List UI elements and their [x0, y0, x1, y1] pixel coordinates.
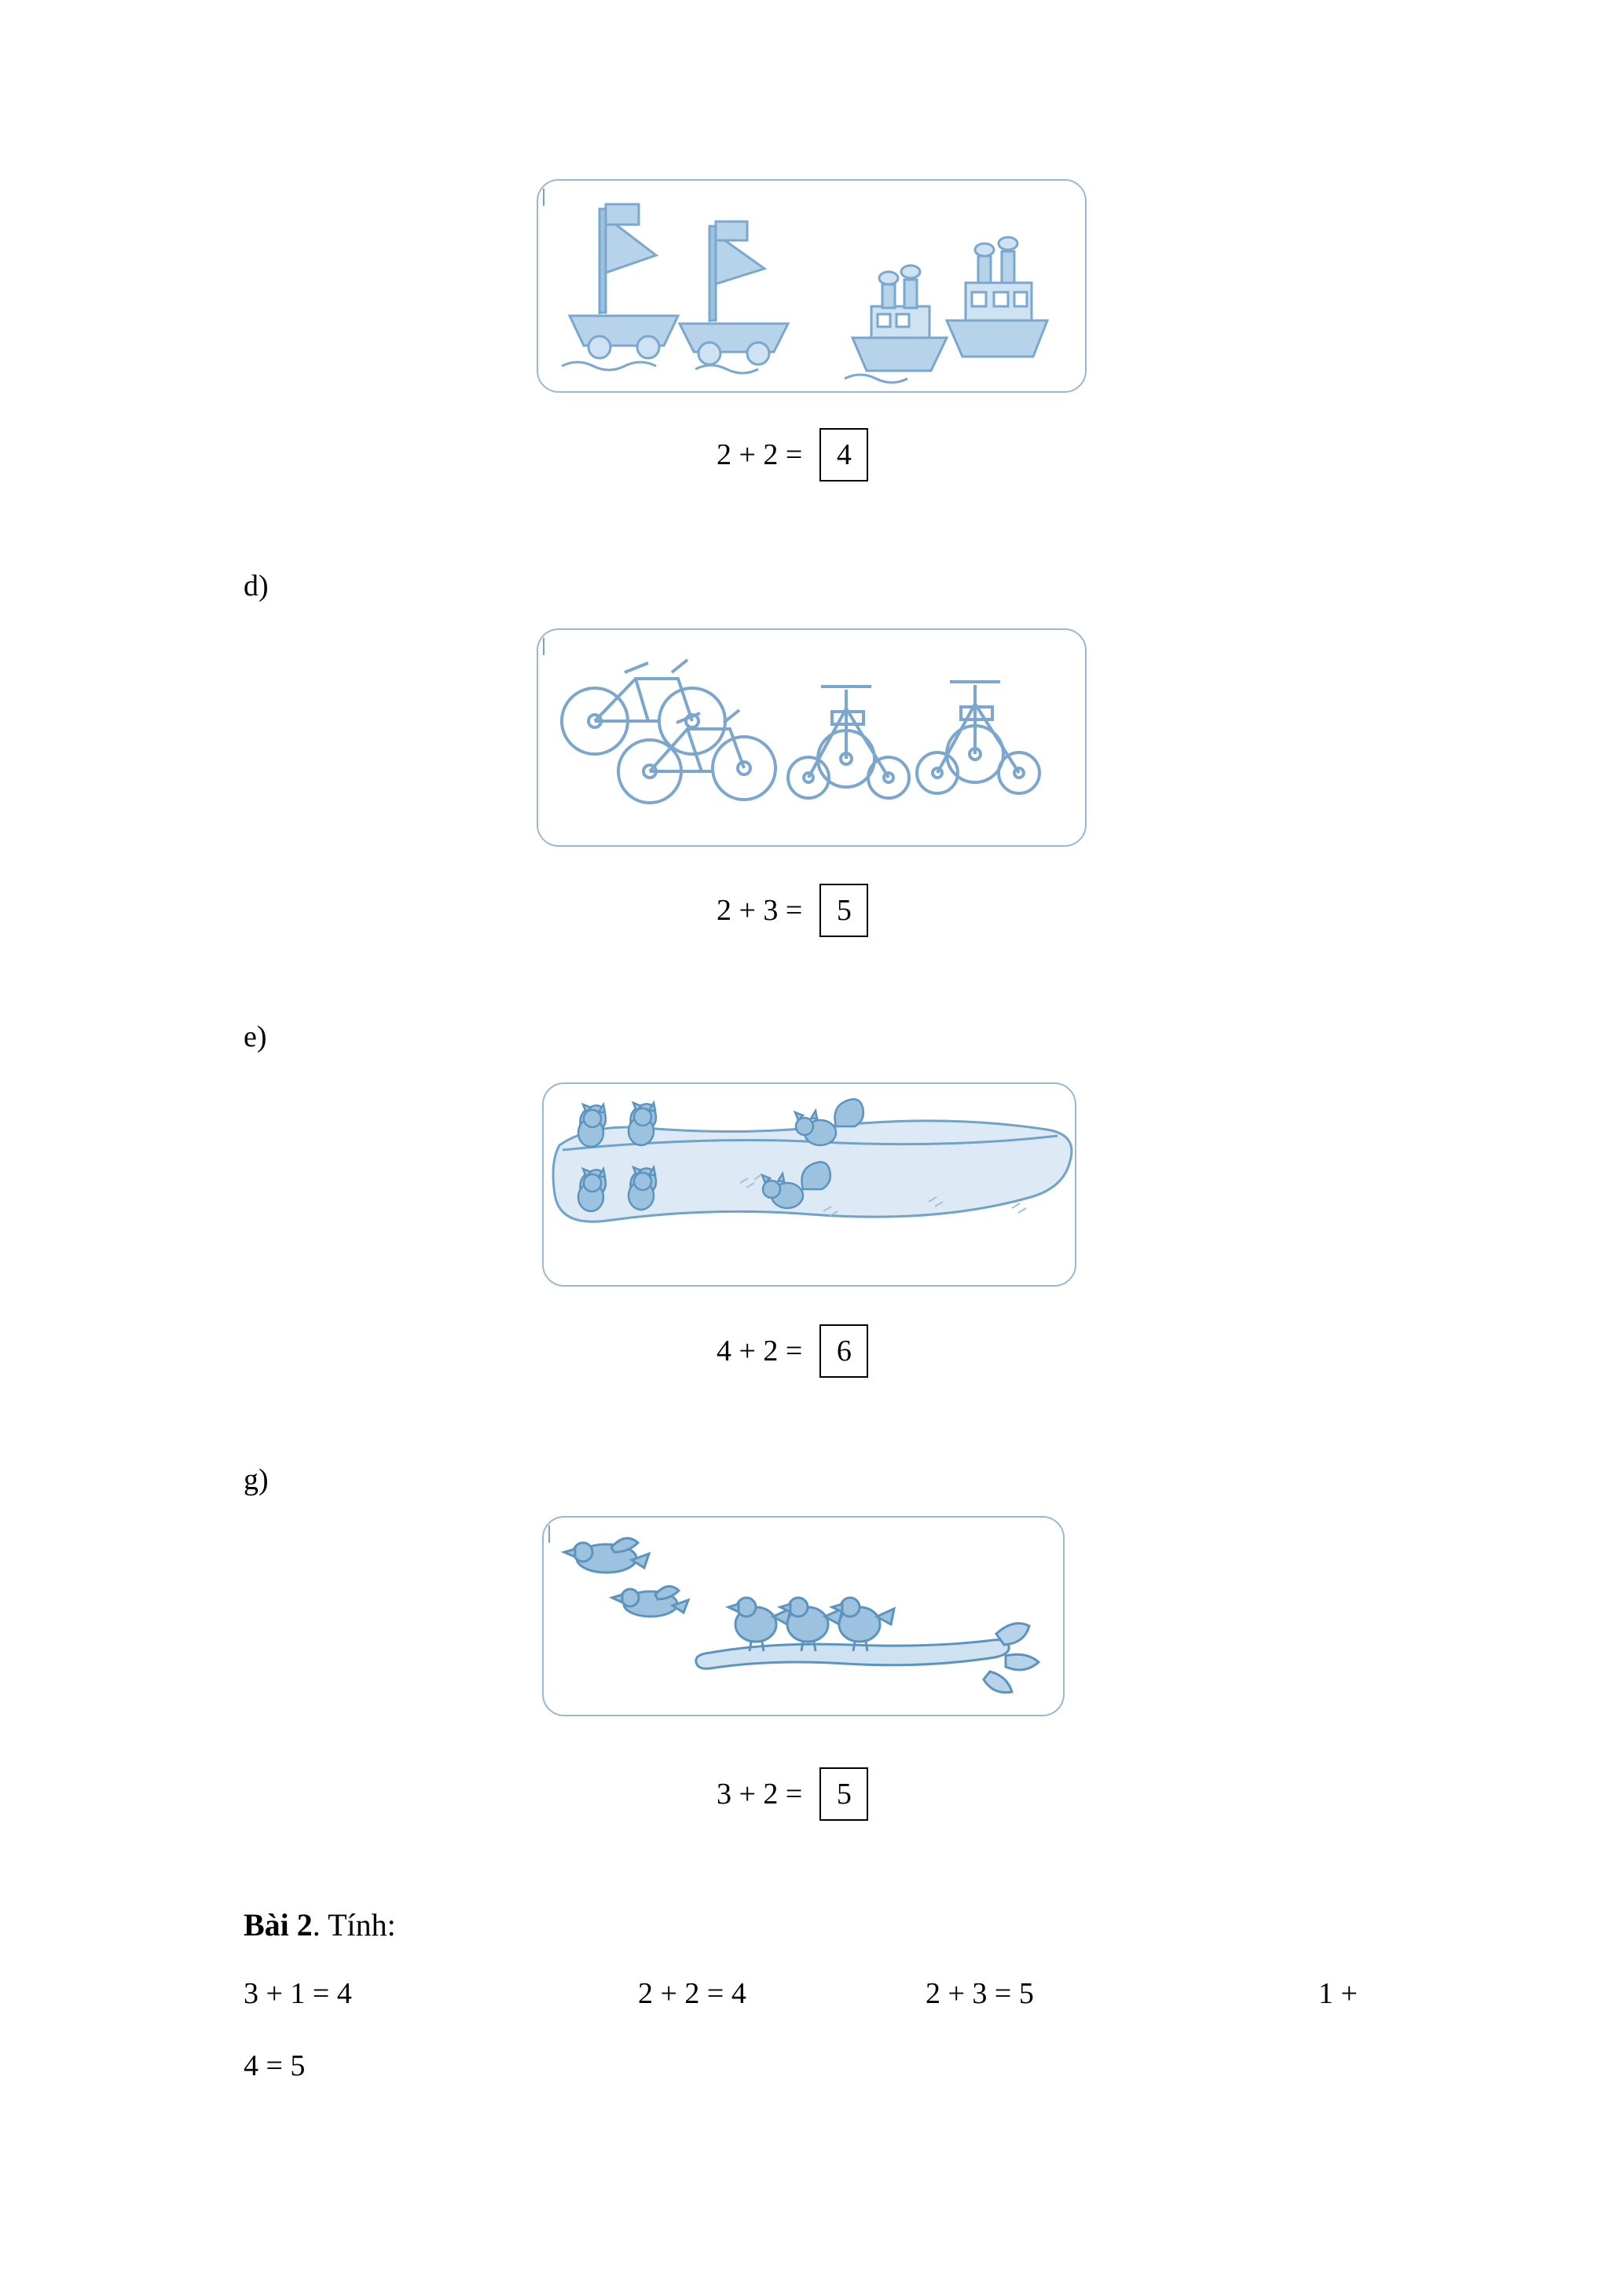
equation-g — [717, 1767, 868, 1821]
picture-box-boats — [537, 179, 1087, 393]
bai2-title — [244, 1906, 396, 1943]
picture-box-birds — [542, 1516, 1065, 1716]
exercise-label-d: d) — [244, 569, 269, 602]
equation-c — [717, 428, 868, 482]
bai2-title-rest: . Tính: — [312, 1907, 396, 1943]
exercise-label-g: g) — [244, 1463, 269, 1496]
picture-box-bicycles — [537, 628, 1087, 847]
bai2-row1-item-4: 1 + — [1318, 1977, 1358, 2010]
bai2-title-bold: Bài 2 — [244, 1907, 313, 1943]
corner-tick-icon — [543, 638, 544, 655]
answer-box-c[interactable]: 4 — [819, 428, 868, 482]
answer-box-e[interactable]: 6 — [819, 1324, 868, 1378]
bai2-row2: 4 = 5 — [244, 2049, 306, 2082]
squirrels-illustration — [544, 1084, 1076, 1287]
equation-d-expression: 2 + 3 = — [717, 894, 803, 927]
bai2-row1-item-3: 2 + 3 = 5 — [926, 1977, 1034, 2010]
birds-illustration — [544, 1518, 1065, 1716]
equation-c-expression: 2 + 2 = — [717, 438, 803, 471]
bai2-row1-item-2: 2 + 2 = 4 — [638, 1977, 746, 2010]
equation-d — [717, 884, 868, 937]
equation-e — [717, 1324, 868, 1378]
bicycles-illustration — [538, 630, 1087, 847]
answer-box-g[interactable]: 5 — [819, 1767, 868, 1821]
equation-g-expression: 3 + 2 = — [717, 1778, 803, 1811]
equation-e-expression: 4 + 2 = — [717, 1335, 803, 1368]
picture-box-squirrels — [542, 1082, 1076, 1287]
bai2-row1-item-1: 3 + 1 = 4 — [244, 1977, 352, 2010]
exercise-label-e: e) — [244, 1020, 267, 1053]
answer-box-d[interactable]: 5 — [819, 884, 868, 937]
corner-tick-icon — [548, 1525, 550, 1543]
corner-tick-icon — [543, 189, 544, 206]
boats-illustration — [538, 181, 1087, 393]
